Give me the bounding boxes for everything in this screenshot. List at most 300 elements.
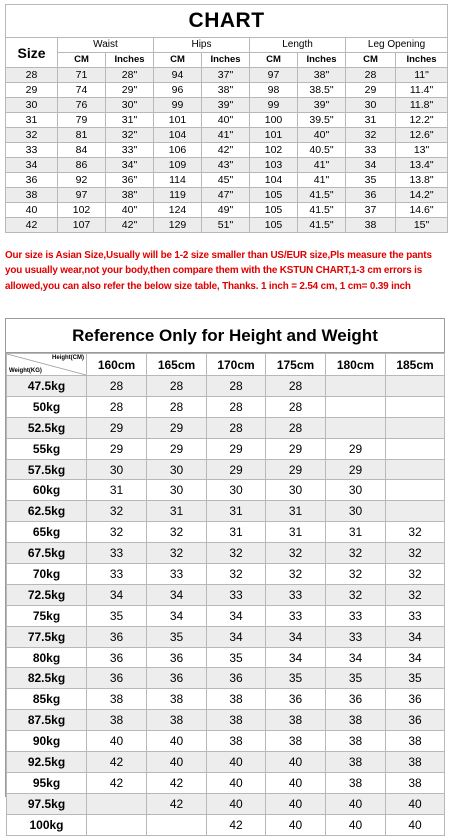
size-value-cell: 42: [207, 814, 266, 835]
table-row: [7, 647, 445, 668]
measure-cell: 124: [154, 203, 202, 218]
measure-cell: 13.8": [396, 173, 448, 188]
height-weight-body: [7, 376, 445, 836]
size-value-cell: 38: [326, 752, 386, 773]
table-row: [7, 731, 445, 752]
unit-header: CM: [346, 53, 396, 68]
measure-cell: 13.4": [396, 158, 448, 173]
measure-cell: 51": [202, 218, 250, 233]
size-value-cell: 29: [147, 438, 207, 459]
measure-cell: 106: [154, 143, 202, 158]
size-value-cell: 33: [326, 605, 386, 626]
size-value-cell: 40: [386, 814, 445, 835]
table-row: [7, 543, 445, 564]
measure-cell: 103: [250, 158, 298, 173]
note-line: allowed,you can also refer the below size table, Thanks. 1 inch = 2.54 cm, 1 cm= 0.39 inch: [5, 280, 411, 292]
size-cell: 29: [6, 83, 58, 98]
measure-cell: 34": [106, 158, 154, 173]
size-value-cell: 29: [266, 459, 326, 480]
weight-cell: 65kg: [7, 522, 87, 543]
size-value-cell: 35: [386, 668, 445, 689]
size-value-cell: 32: [326, 584, 386, 605]
size-value-cell: 36: [266, 689, 326, 710]
table-row: [7, 459, 445, 480]
measure-cell: 41.5": [298, 203, 346, 218]
measure-cell: 47": [202, 188, 250, 203]
size-value-cell: [386, 459, 445, 480]
size-value-cell: 36: [87, 668, 147, 689]
measure-cell: 29: [346, 83, 396, 98]
size-value-cell: 34: [207, 626, 266, 647]
measure-cell: 11": [396, 68, 448, 83]
measure-cell: 86: [58, 158, 106, 173]
measure-cell: 99: [250, 98, 298, 113]
measure-cell: 37": [202, 68, 250, 83]
size-value-cell: [386, 396, 445, 417]
size-value-cell: 38: [207, 731, 266, 752]
size-value-cell: 40: [87, 731, 147, 752]
weight-cell: 92.5kg: [7, 752, 87, 773]
size-value-cell: 36: [87, 647, 147, 668]
size-value-cell: 31: [207, 501, 266, 522]
measure-cell: 30": [106, 98, 154, 113]
unit-header: Inches: [396, 53, 448, 68]
measure-cell: 28: [346, 68, 396, 83]
size-value-cell: 33: [266, 584, 326, 605]
measure-cell: 49": [202, 203, 250, 218]
weight-cell: 57.5kg: [7, 459, 87, 480]
size-value-cell: 28: [207, 396, 266, 417]
size-value-cell: [386, 480, 445, 501]
size-value-cell: 38: [207, 710, 266, 731]
size-value-cell: [386, 376, 445, 397]
size-value-cell: 38: [326, 731, 386, 752]
table-row: [7, 501, 445, 522]
weight-cell: 50kg: [7, 396, 87, 417]
size-value-cell: 28: [87, 396, 147, 417]
measure-cell: 105: [250, 188, 298, 203]
table-row: [7, 584, 445, 605]
measure-cell: 42": [202, 143, 250, 158]
size-value-cell: 29: [207, 438, 266, 459]
size-value-cell: 28: [147, 376, 207, 397]
size-value-cell: 34: [266, 647, 326, 668]
measure-cell: 29": [106, 83, 154, 98]
measure-cell: 104: [250, 173, 298, 188]
size-value-cell: 33: [266, 605, 326, 626]
size-value-cell: 38: [87, 689, 147, 710]
size-value-cell: 40: [326, 814, 386, 835]
size-value-cell: 42: [87, 752, 147, 773]
measure-cell: 38: [346, 218, 396, 233]
measure-cell: 102: [250, 143, 298, 158]
measure-cell: 129: [154, 218, 202, 233]
size-cell: 40: [6, 203, 58, 218]
measure-cell: 102: [58, 203, 106, 218]
unit-header: CM: [58, 53, 106, 68]
length-header: Length: [250, 38, 346, 53]
weight-cell: 90kg: [7, 731, 87, 752]
measure-cell: 114: [154, 173, 202, 188]
size-column-header: Size: [6, 38, 58, 68]
size-value-cell: 30: [147, 459, 207, 480]
size-value-cell: 38: [266, 710, 326, 731]
size-value-cell: 29: [326, 459, 386, 480]
weight-cell: 82.5kg: [7, 668, 87, 689]
weight-axis-label: Weight(KG): [9, 368, 42, 374]
measure-cell: 38": [298, 68, 346, 83]
size-value-cell: 36: [326, 689, 386, 710]
size-value-cell: 38: [266, 731, 326, 752]
measure-cell: 39.5": [298, 113, 346, 128]
size-value-cell: 31: [326, 522, 386, 543]
unit-header: CM: [154, 53, 202, 68]
size-value-cell: 33: [87, 543, 147, 564]
size-value-cell: 35: [207, 647, 266, 668]
height-weight-chart: [5, 318, 445, 832]
size-value-cell: 34: [147, 584, 207, 605]
table-row: [6, 158, 448, 173]
weight-cell: 72.5kg: [7, 584, 87, 605]
size-value-cell: 32: [266, 564, 326, 585]
table-row: [7, 564, 445, 585]
measure-cell: 41": [202, 128, 250, 143]
size-value-cell: 30: [147, 480, 207, 501]
table-row: [6, 188, 448, 203]
measure-cell: 33": [106, 143, 154, 158]
size-value-cell: 33: [87, 564, 147, 585]
weight-cell: 62.5kg: [7, 501, 87, 522]
size-value-cell: 32: [147, 522, 207, 543]
size-value-cell: 34: [386, 626, 445, 647]
table-row: [7, 605, 445, 626]
measure-cell: 104: [154, 128, 202, 143]
size-value-cell: 35: [326, 668, 386, 689]
size-value-cell: 36: [386, 710, 445, 731]
size-value-cell: 29: [147, 417, 207, 438]
measure-cell: 39": [298, 98, 346, 113]
size-value-cell: 32: [386, 522, 445, 543]
measure-cell: 96: [154, 83, 202, 98]
size-value-cell: [386, 417, 445, 438]
size-value-cell: 29: [87, 417, 147, 438]
height-header: 185cm: [386, 354, 445, 376]
size-value-cell: 38: [207, 689, 266, 710]
size-value-cell: 40: [207, 772, 266, 793]
unit-header: CM: [250, 53, 298, 68]
size-cell: 28: [6, 68, 58, 83]
size-value-cell: 35: [87, 605, 147, 626]
size-value-cell: 34: [386, 647, 445, 668]
height-header: 165cm: [147, 354, 207, 376]
size-value-cell: 31: [87, 480, 147, 501]
measure-cell: 38": [202, 83, 250, 98]
size-value-cell: 32: [386, 564, 445, 585]
weight-cell: 95kg: [7, 772, 87, 793]
measure-cell: 15": [396, 218, 448, 233]
measure-cell: 12.2": [396, 113, 448, 128]
measure-cell: 41.5": [298, 188, 346, 203]
table-row: [6, 83, 448, 98]
measure-cell: 97: [250, 68, 298, 83]
size-value-cell: 40: [147, 752, 207, 773]
weight-cell: 77.5kg: [7, 626, 87, 647]
size-cell: 33: [6, 143, 58, 158]
unit-header: Inches: [202, 53, 250, 68]
size-chart-table: [5, 4, 448, 233]
table-row: [6, 128, 448, 143]
table-row: [6, 68, 448, 83]
size-value-cell: [87, 814, 147, 835]
measure-cell: 30: [346, 98, 396, 113]
measure-cell: 36": [106, 173, 154, 188]
measure-cell: 35: [346, 173, 396, 188]
size-value-cell: 38: [386, 752, 445, 773]
measure-cell: 40": [202, 113, 250, 128]
size-value-cell: 42: [87, 772, 147, 793]
size-value-cell: 31: [266, 522, 326, 543]
table-row: [7, 689, 445, 710]
size-value-cell: 34: [266, 626, 326, 647]
measure-cell: 43": [202, 158, 250, 173]
size-value-cell: 40: [207, 752, 266, 773]
measure-cell: 34: [346, 158, 396, 173]
size-value-cell: 35: [147, 626, 207, 647]
measure-cell: 79: [58, 113, 106, 128]
measure-cell: 40": [298, 128, 346, 143]
size-value-cell: 38: [147, 710, 207, 731]
size-value-cell: [87, 793, 147, 814]
measure-cell: 76: [58, 98, 106, 113]
size-cell: 30: [6, 98, 58, 113]
measure-cell: 97: [58, 188, 106, 203]
height-header: 170cm: [207, 354, 266, 376]
height-weight-table: [6, 353, 445, 836]
size-value-cell: 33: [326, 626, 386, 647]
size-value-cell: 30: [266, 480, 326, 501]
size-value-cell: 38: [386, 731, 445, 752]
size-value-cell: 32: [147, 543, 207, 564]
size-value-cell: 28: [266, 396, 326, 417]
size-value-cell: 29: [207, 459, 266, 480]
size-value-cell: 31: [147, 501, 207, 522]
size-value-cell: 40: [386, 793, 445, 814]
table-row: [6, 98, 448, 113]
size-value-cell: 30: [326, 480, 386, 501]
measure-cell: 13": [396, 143, 448, 158]
size-value-cell: 30: [207, 480, 266, 501]
measure-cell: 40": [106, 203, 154, 218]
measure-cell: 37: [346, 203, 396, 218]
size-value-cell: 32: [87, 522, 147, 543]
size-value-cell: 40: [326, 793, 386, 814]
measure-cell: 105: [250, 218, 298, 233]
table-row: [7, 772, 445, 793]
height-header: 180cm: [326, 354, 386, 376]
size-value-cell: 31: [207, 522, 266, 543]
chart-title: CHART: [6, 5, 448, 38]
measure-cell: 101: [250, 128, 298, 143]
size-value-cell: 28: [266, 417, 326, 438]
height-axis-label: Height(CM): [52, 355, 84, 361]
size-value-cell: 31: [266, 501, 326, 522]
table-row: [7, 376, 445, 397]
weight-cell: 67.5kg: [7, 543, 87, 564]
size-value-cell: 30: [326, 501, 386, 522]
size-value-cell: 29: [326, 438, 386, 459]
size-cell: 38: [6, 188, 58, 203]
height-header: 160cm: [87, 354, 147, 376]
measure-cell: 14.2": [396, 188, 448, 203]
measure-cell: 32": [106, 128, 154, 143]
size-value-cell: 34: [87, 584, 147, 605]
size-value-cell: 40: [207, 793, 266, 814]
height-weight-title: Reference Only for Height and Weight: [6, 319, 444, 353]
size-value-cell: 38: [386, 772, 445, 793]
measure-cell: 84: [58, 143, 106, 158]
measure-cell: 42": [106, 218, 154, 233]
note-line: you usually wear,not your body,then compare them with the KSTUN CHART,1-3 cm errors is: [5, 265, 423, 277]
waist-header: Waist: [58, 38, 154, 53]
weight-cell: 70kg: [7, 564, 87, 585]
size-value-cell: 36: [207, 668, 266, 689]
measure-cell: 100: [250, 113, 298, 128]
measure-cell: 11.8": [396, 98, 448, 113]
note-line: Our size is Asian Size,Usually will be 1-2 size smaller than US/EUR size,Pls measure the pants: [5, 250, 432, 261]
weight-cell: 75kg: [7, 605, 87, 626]
size-value-cell: 35: [266, 668, 326, 689]
measure-cell: 38": [106, 188, 154, 203]
measure-cell: 45": [202, 173, 250, 188]
table-row: [6, 173, 448, 188]
size-value-cell: [386, 438, 445, 459]
size-value-cell: 42: [147, 772, 207, 793]
weight-cell: 85kg: [7, 689, 87, 710]
size-value-cell: 32: [386, 543, 445, 564]
table-row: [6, 203, 448, 218]
unit-header: Inches: [298, 53, 346, 68]
unit-header: Inches: [106, 53, 154, 68]
size-value-cell: 28: [87, 376, 147, 397]
size-value-cell: 33: [386, 605, 445, 626]
size-value-cell: 36: [147, 668, 207, 689]
corner-header: [7, 354, 87, 376]
weight-cell: 80kg: [7, 647, 87, 668]
size-value-cell: 40: [266, 772, 326, 793]
size-value-cell: 29: [266, 438, 326, 459]
table-row: [6, 113, 448, 128]
weight-cell: 97.5kg: [7, 793, 87, 814]
size-value-cell: 40: [147, 731, 207, 752]
size-value-cell: 28: [147, 396, 207, 417]
size-value-cell: 42: [147, 793, 207, 814]
size-value-cell: [386, 501, 445, 522]
size-value-cell: 32: [87, 501, 147, 522]
size-value-cell: 34: [207, 605, 266, 626]
size-value-cell: 40: [266, 814, 326, 835]
size-value-cell: 33: [147, 564, 207, 585]
size-chart-body: [6, 68, 448, 233]
table-row: [7, 626, 445, 647]
size-cell: 36: [6, 173, 58, 188]
table-row: [7, 752, 445, 773]
size-value-cell: 40: [266, 793, 326, 814]
size-chart: [5, 4, 447, 233]
measure-cell: 31": [106, 113, 154, 128]
size-value-cell: 32: [326, 543, 386, 564]
table-row: [7, 417, 445, 438]
size-value-cell: 32: [207, 564, 266, 585]
measure-cell: 38.5": [298, 83, 346, 98]
size-note: [5, 248, 449, 294]
hips-header: Hips: [154, 38, 250, 53]
size-value-cell: 36: [386, 689, 445, 710]
size-value-cell: 33: [207, 584, 266, 605]
table-row: [7, 480, 445, 501]
table-row: [7, 668, 445, 689]
size-value-cell: 34: [326, 647, 386, 668]
leg-opening-header: Leg Opening: [346, 38, 448, 53]
size-value-cell: 28: [266, 376, 326, 397]
table-row: [6, 218, 448, 233]
measure-cell: 32: [346, 128, 396, 143]
size-cell: 34: [6, 158, 58, 173]
size-value-cell: 38: [326, 710, 386, 731]
size-cell: 31: [6, 113, 58, 128]
table-row: [7, 793, 445, 814]
size-value-cell: 36: [87, 626, 147, 647]
measure-cell: 109: [154, 158, 202, 173]
measure-cell: 81: [58, 128, 106, 143]
table-row: [7, 396, 445, 417]
measure-cell: 41": [298, 173, 346, 188]
size-value-cell: 32: [207, 543, 266, 564]
measure-cell: 41": [298, 158, 346, 173]
measure-cell: 33: [346, 143, 396, 158]
weight-cell: 60kg: [7, 480, 87, 501]
measure-cell: 107: [58, 218, 106, 233]
table-row: [7, 710, 445, 731]
measure-cell: 74: [58, 83, 106, 98]
size-value-cell: 28: [207, 417, 266, 438]
measure-cell: 94: [154, 68, 202, 83]
size-value-cell: 30: [87, 459, 147, 480]
size-value-cell: 38: [87, 710, 147, 731]
measure-cell: 41.5": [298, 218, 346, 233]
measure-cell: 31: [346, 113, 396, 128]
size-value-cell: 32: [326, 564, 386, 585]
table-row: [7, 522, 445, 543]
size-value-cell: 38: [326, 772, 386, 793]
measure-cell: 12.6": [396, 128, 448, 143]
weight-cell: 52.5kg: [7, 417, 87, 438]
measure-cell: 98: [250, 83, 298, 98]
measure-cell: 119: [154, 188, 202, 203]
measure-cell: 40.5": [298, 143, 346, 158]
size-cell: 32: [6, 128, 58, 143]
size-value-cell: [326, 396, 386, 417]
measure-cell: 71: [58, 68, 106, 83]
size-value-cell: [147, 814, 207, 835]
size-value-cell: 38: [147, 689, 207, 710]
measure-cell: 101: [154, 113, 202, 128]
measure-cell: 105: [250, 203, 298, 218]
table-row: [6, 143, 448, 158]
height-header: 175cm: [266, 354, 326, 376]
measure-cell: 14.6": [396, 203, 448, 218]
size-value-cell: [326, 376, 386, 397]
measure-cell: 11.4": [396, 83, 448, 98]
